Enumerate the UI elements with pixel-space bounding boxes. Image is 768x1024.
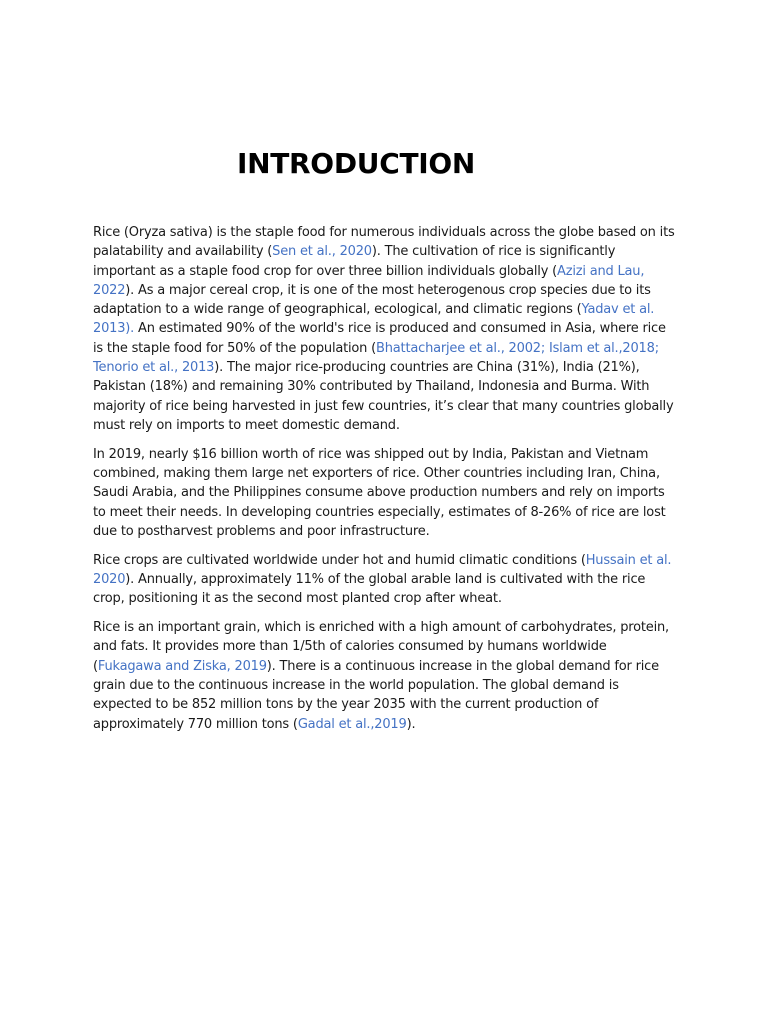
citation-link[interactable]: Bhattacharjee et al., 2002; Islam et al.,2018; Tenorio et al., 2013 [93, 340, 659, 376]
text-run: ). The cultivation of rice is significantly important as a staple food crop for over three billion individuals globally ( [93, 244, 616, 279]
paragraph-4 [93, 618, 675, 734]
text-run: Rice (Oryza sativa) is the staple food for numerous individuals across the globe based on its palatability and availability ( [93, 225, 675, 260]
paragraph-1 [93, 223, 675, 435]
document-title: INTRODUCTION [237, 147, 475, 180]
text-run: An estimated 90% of the world's rice is produced and consumed in Asia, where rice is the staple food for 50% of the population ( [93, 321, 666, 356]
text-run: Rice crops are cultivated worldwide under hot and humid climatic conditions ( [93, 552, 586, 568]
paragraph-2 [93, 445, 675, 541]
text-run: In 2019, nearly $16 billion worth of rice was shipped out by India, Pakistan and Vietnam combined, making them large net exporters of rice. Other countries including Iran, China, Saudi Arabia, and the Philippines consume above production numbers and rely on imports to meet their needs. In developing countries especially, estimates of 8-26% of rice are lost due to postharvest problems and poor infrastructure. [93, 446, 666, 539]
text-run: ). As a major cereal crop, it is one of the most heterogenous crop species due to its adaptation to a wide range of geographical, ecological, and climatic regions ( [93, 282, 651, 318]
citation-link[interactable]: ). [125, 321, 135, 337]
citation-link[interactable]: Fukagawa and Ziska, 2019 [97, 658, 267, 674]
citation-link[interactable]: Azizi and Lau, 2022 [93, 263, 645, 298]
document-body [93, 223, 675, 743]
text-run: ). Annually, approximately 11% of the global arable land is cultivated with the rice crop, positioning it as the second most planted crop after wheat. [93, 572, 646, 607]
text-run: ). There is a continuous increase in the global demand for rice grain due to the continuous increase in the world population. The global demand is expected to be 852 million tons by the year 2035 with the current production of approximately 770 million tons ( [93, 658, 659, 732]
text-run: Rice is an important grain, which is enriched with a high amount of carbohydrates, protein, and fats. It provides more than 1/5th of calories consumed by humans worldwide ( [93, 620, 669, 674]
citation-link[interactable]: Hussain et al. 2020 [93, 552, 672, 588]
text-run: ). [406, 716, 416, 732]
citation-link[interactable]: Yadav et al. 2013 [93, 302, 655, 337]
paragraph-3 [93, 551, 675, 609]
text-run: ). The major rice-producing countries are China (31%), India (21%), Pakistan (18%) and remaining 30% contributed by Thailand, Indonesia and Burma. With majority of rice being harvested in just few countries, it’s clear that many countries globally must rely on imports to meet domestic demand. [93, 360, 674, 433]
citation-link[interactable]: Gadal et al.,2019 [297, 716, 407, 732]
citation-link[interactable]: Sen et al., 2020 [272, 244, 372, 260]
